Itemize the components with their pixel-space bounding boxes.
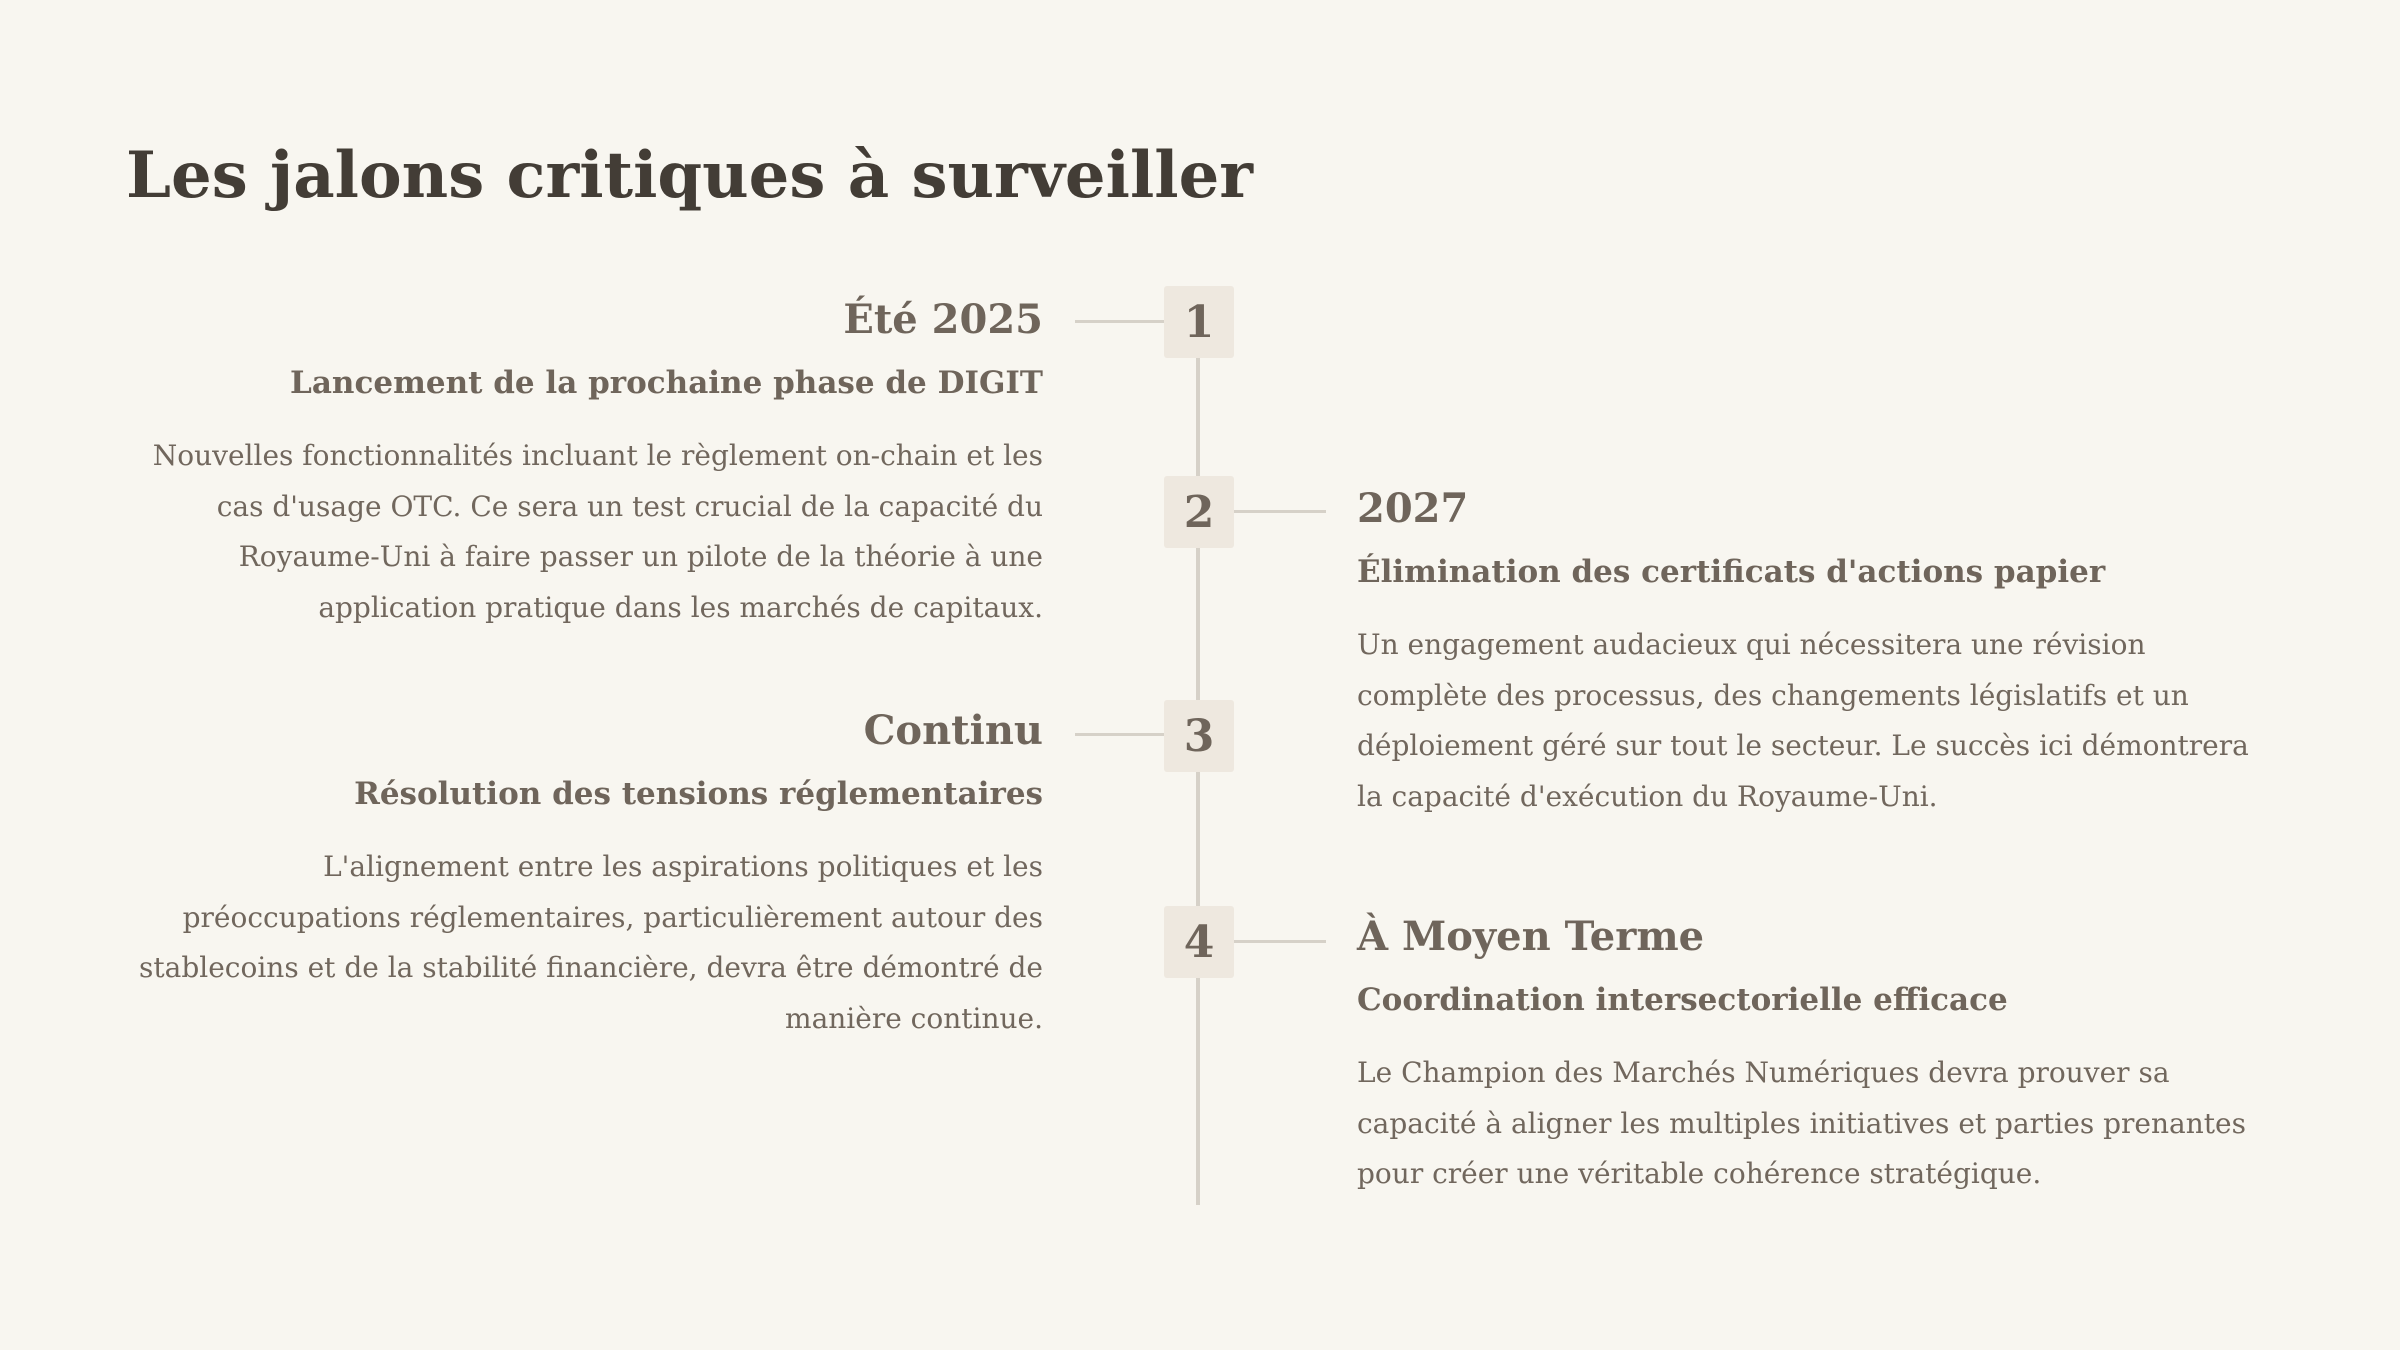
milestone-4-heading: Coordination intersectorielle efficace bbox=[1357, 982, 2008, 1018]
milestone-4 bbox=[1357, 912, 2277, 1200]
milestone-1-marker: 1 bbox=[1164, 286, 1234, 358]
milestone-3-description: L'alignement entre les aspirations politiques et les préoccupations réglementaires, particulièrement autour des stablecoins et de la stabilité financière, devra être démontré de manière continue. bbox=[139, 850, 1043, 1035]
page-title: Les jalons critiques à surveiller bbox=[126, 138, 1253, 213]
milestone-4-date: À Moyen Terme bbox=[1357, 913, 1705, 960]
timeline-connector bbox=[1075, 733, 1165, 736]
milestone-4-description: Le Champion des Marchés Numériques devra prouver sa capacité à aligner les multiples initiatives et parties prenantes pour créer une véritable cohérence stratégique. bbox=[1357, 1056, 2246, 1190]
milestone-1-heading: Lancement de la prochaine phase de DIGIT bbox=[290, 365, 1043, 401]
milestone-1 bbox=[120, 295, 1043, 633]
timeline-connector bbox=[1232, 510, 1326, 513]
milestone-1-date: Été 2025 bbox=[843, 296, 1043, 343]
milestone-3-date: Continu bbox=[863, 707, 1043, 754]
milestone-3 bbox=[120, 706, 1043, 1044]
timeline-connector bbox=[1232, 940, 1326, 943]
milestone-2-description: Un engagement audacieux qui nécessitera une révision complète des processus, des changements législatifs et un déploiement géré sur tout le secteur. Le succès ici démontrera la capacité d'exécution du Royaume-Uni. bbox=[1357, 628, 2249, 813]
milestone-2-date: 2027 bbox=[1357, 485, 1469, 532]
timeline-connector bbox=[1075, 320, 1165, 323]
milestone-2 bbox=[1357, 484, 2277, 822]
milestone-1-description: Nouvelles fonctionnalités incluant le règlement on-chain et les cas d'usage OTC. Ce sera un test crucial de la capacité du Royaume-Uni à faire passer un pilote de la théorie à une application pratique dans les marchés de capitaux. bbox=[152, 439, 1043, 624]
milestone-3-heading: Résolution des tensions réglementaires bbox=[354, 776, 1043, 812]
milestone-4-marker: 4 bbox=[1164, 906, 1234, 978]
milestone-3-marker: 3 bbox=[1164, 700, 1234, 772]
milestone-2-heading: Élimination des certificats d'actions papier bbox=[1357, 554, 2106, 590]
milestone-2-marker: 2 bbox=[1164, 476, 1234, 548]
